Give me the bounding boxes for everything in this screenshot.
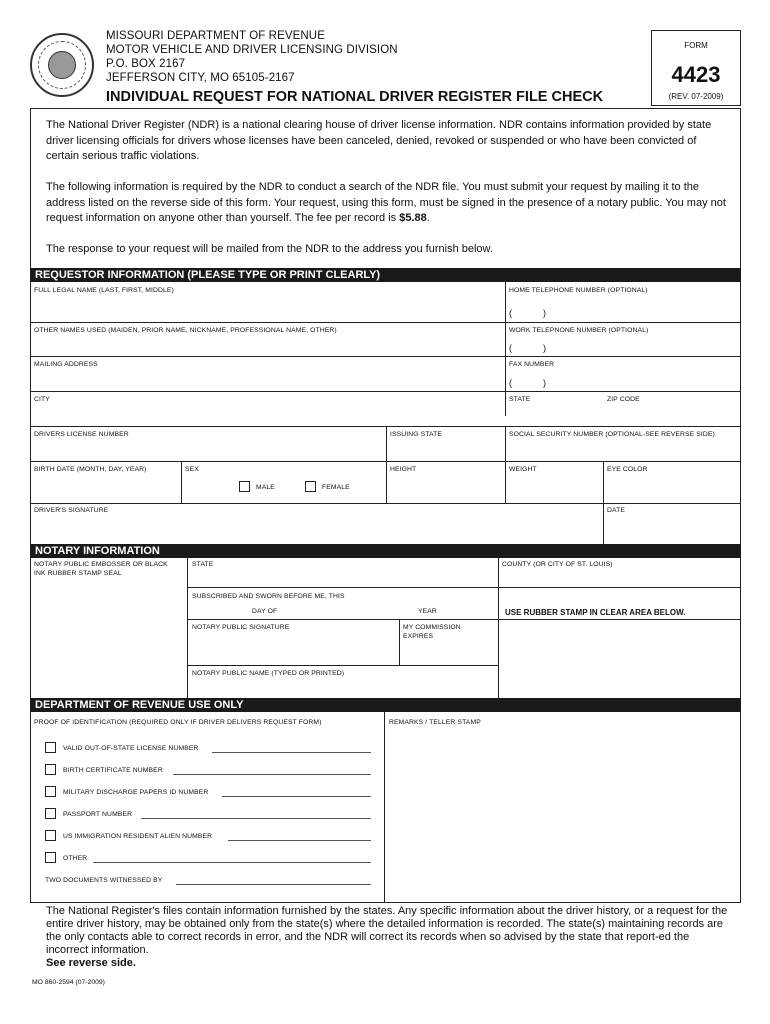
date-label: DATE (607, 507, 626, 514)
witnessed-input[interactable] (176, 876, 371, 885)
city-label: CITY (34, 396, 50, 403)
work-phone-field[interactable] (506, 336, 741, 356)
resident-alien-input[interactable] (228, 832, 371, 841)
home-phone-label: HOME TELEPHONE NUMBER (OPTIONAL) (509, 287, 648, 294)
military-discharge-checkbox[interactable] (45, 786, 56, 797)
other-checkbox[interactable] (45, 852, 56, 863)
license-number-label: DRIVERS LICENSE NUMBER (34, 431, 129, 438)
birth-certificate-checkbox[interactable] (45, 764, 56, 775)
state-field[interactable] (506, 405, 604, 426)
out-of-state-license-input[interactable] (212, 744, 371, 753)
state-label: STATE (509, 396, 531, 403)
license-number-field[interactable] (30, 440, 386, 461)
intro-paragraph-3: The response to your request will be mailed from the NDR to the address you furnish below. (46, 243, 493, 255)
notary-heading: NOTARY INFORMATION (30, 544, 741, 558)
agency-line-1: MISSOURI DEPARTMENT OF REVENUE (106, 30, 325, 42)
see-reverse-side: See reverse side. (46, 957, 136, 969)
divider (187, 665, 498, 666)
page-title: INDIVIDUAL REQUEST FOR NATIONAL DRIVER REGISTER FILE CHECK (106, 89, 604, 105)
footer-text: The National Register's files contain information furnished by the states. Any specific information about the driver history, or a request for the entire driver history, may be obtained only from the state(s) where the detailed information is recorded. The state(s) maintaining records are the only contacts able to correct records in error, and the NDR will correct its records when so advised by the state that report-ed the incorrect information. (46, 905, 728, 956)
form-code: MO 860-2594 (07-2009) (32, 979, 105, 986)
subscribed-label: SUBSCRIBED AND SWORN BEFORE ME, THIS (192, 593, 345, 600)
commission-expires-field[interactable] (400, 643, 498, 665)
driver-signature-field[interactable] (30, 516, 603, 544)
divider (30, 902, 741, 903)
notary-state-field[interactable] (188, 570, 498, 587)
male-checkbox[interactable] (239, 481, 250, 492)
divider (181, 461, 182, 503)
divider (505, 426, 506, 503)
sex-label: SEX (185, 466, 199, 473)
footer-notice (46, 905, 730, 970)
issuing-state-field[interactable] (387, 440, 505, 461)
female-checkbox[interactable] (305, 481, 316, 492)
seal-emblem (48, 51, 76, 79)
other-label: OTHER (63, 855, 88, 862)
city-field[interactable] (30, 405, 505, 426)
rubber-stamp-note: USE RUBBER STAMP IN CLEAR AREA BELOW. (505, 608, 686, 617)
intro-paragraph-1: The National Driver Register (NDR) is a national clearing house of driver license information. NDR contains information provided by state driver licensing officials for drivers whose licenses have been canceled, denied, revoked or suspended or who have been convicted of certain serious traffic violations. (46, 119, 712, 162)
eye-color-label: EYE COLOR (607, 466, 648, 473)
requestor-heading: REQUESTOR INFORMATION (PLEASE TYPE OR PRINT CLEARLY) (30, 268, 741, 282)
other-input[interactable] (93, 854, 371, 863)
birth-certificate-label: BIRTH CERTIFICATE NUMBER (63, 767, 163, 774)
other-names-label: OTHER NAMES USED (MAIDEN, PRIOR NAME, NICKNAME, PROFESSIONAL NAME, OTHER) (34, 327, 337, 334)
dor-heading: DEPARTMENT OF REVENUE USE ONLY (30, 698, 741, 712)
resident-alien-label: US IMMIGRATION RESIDENT ALIEN NUMBER (63, 833, 213, 840)
home-phone-field[interactable] (506, 296, 741, 322)
military-discharge-input[interactable] (222, 788, 371, 797)
out-of-state-license-label: VALID OUT-OF-STATE LICENSE NUMBER (63, 745, 199, 752)
form-number-box (651, 30, 741, 106)
female-label: FEMALE (322, 484, 350, 491)
mailing-address-field[interactable] (30, 370, 505, 391)
issuing-state-label: ISSUING STATE (390, 431, 443, 438)
work-phone-area-close: ) (543, 343, 546, 353)
mailing-address-label: MAILING ADDRESS (34, 361, 98, 368)
work-phone-label: WORK TELEPNONE NUMBER (OPTIONAL) (509, 327, 649, 334)
work-phone-area-open: ( (509, 343, 512, 353)
form-revision: (REV. 07-2009) (668, 92, 724, 101)
ssn-field[interactable] (506, 440, 741, 461)
driver-signature-label: DRIVER'S SIGNATURE (34, 507, 109, 514)
fax-label: FAX NUMBER (509, 361, 555, 368)
passport-checkbox[interactable] (45, 808, 56, 819)
day-of-label: DAY OF (252, 608, 278, 615)
intro-p2-text: The following information is required by the NDR to conduct a search of the NDR file. You must submit your request by mailing it to the address listed on the reverse side of this form. Your request, using this form, must be signed in the presence of a notary public. You may not request information on anyone other than yourself. The fee per record is (46, 181, 726, 224)
agency-line-4: JEFFERSON CITY, MO 65105-2167 (106, 72, 295, 84)
year-label: YEAR (418, 608, 437, 615)
home-phone-area-open: ( (509, 308, 512, 318)
full-name-label: FULL LEGAL NAME (LAST, FIRST, MIDDLE) (34, 287, 174, 294)
notary-signature-field[interactable] (188, 633, 399, 665)
ssn-label: SOCIAL SECURITY NUMBER (OPTIONAL-SEE REVERSE SIDE) (509, 431, 715, 438)
notary-county-label: COUNTY (OR CITY OF ST. LOUIS) (502, 561, 613, 568)
divider (386, 426, 387, 503)
out-of-state-license-checkbox[interactable] (45, 742, 56, 753)
birth-date-label: BIRTH DATE (MONTH, DAY, YEAR) (34, 466, 147, 473)
other-names-field[interactable] (30, 336, 505, 356)
weight-label: WEIGHT (509, 466, 537, 473)
notary-name-label: NOTARY PUBLIC NAME (TYPED OR PRINTED) (192, 670, 345, 677)
intro-paragraph-2 (46, 180, 726, 227)
full-name-field[interactable] (30, 296, 505, 322)
commission-expires-label: MY COMMISSION EXPIRES (403, 624, 461, 640)
intro-p2-end: . (426, 212, 430, 224)
notary-seal-area[interactable] (30, 580, 187, 698)
rubber-stamp-area[interactable] (499, 620, 741, 698)
divider (187, 587, 741, 588)
fee-amount: $5.88 (399, 212, 427, 224)
zip-field[interactable] (604, 405, 741, 426)
form-label: FORM (684, 41, 708, 50)
notary-county-field[interactable] (499, 570, 741, 587)
fax-area-open: ( (509, 378, 512, 388)
home-phone-area-close: ) (543, 308, 546, 318)
remarks-label: REMARKS / TELLER STAMP (389, 719, 481, 726)
date-field[interactable] (604, 516, 741, 544)
fax-area-close: ) (543, 378, 546, 388)
notary-state-label: STATE (192, 561, 214, 568)
male-label: MALE (256, 484, 275, 491)
notary-embosser-label: NOTARY PUBLIC EMBOSSER OR BLACK INK RUBBER STAMP SEAL (34, 561, 168, 577)
divider (30, 391, 741, 392)
teller-stamp-area[interactable] (385, 730, 741, 902)
divider (30, 356, 741, 357)
state-seal (30, 33, 94, 97)
military-discharge-label: MILITARY DISCHARGE PAPERS ID NUMBER (63, 789, 209, 796)
divider (30, 503, 741, 504)
zip-label: ZIP CODE (607, 396, 640, 403)
notary-signature-label: NOTARY PUBLIC SIGNATURE (192, 624, 290, 631)
agency-line-2: MOTOR VEHICLE AND DRIVER LICENSING DIVISION (106, 44, 398, 56)
proof-id-label: PROOF OF IDENTIFICATION (REQUIRED ONLY IF DRIVER DELIVERS REQUEST FORM) (34, 719, 322, 726)
passport-label: PASSPORT NUMBER (63, 811, 133, 818)
notary-name-field[interactable] (188, 679, 498, 698)
resident-alien-checkbox[interactable] (45, 830, 56, 841)
witnessed-label: TWO DOCUMENTS WITNESSED BY (45, 877, 163, 884)
passport-input[interactable] (141, 810, 371, 819)
birth-certificate-input[interactable] (173, 766, 371, 775)
height-label: HEIGHT (390, 466, 417, 473)
divider (30, 322, 741, 323)
fax-field[interactable] (506, 370, 741, 391)
agency-line-3: P.O. BOX 2167 (106, 58, 186, 70)
form-number: 4423 (671, 62, 721, 87)
